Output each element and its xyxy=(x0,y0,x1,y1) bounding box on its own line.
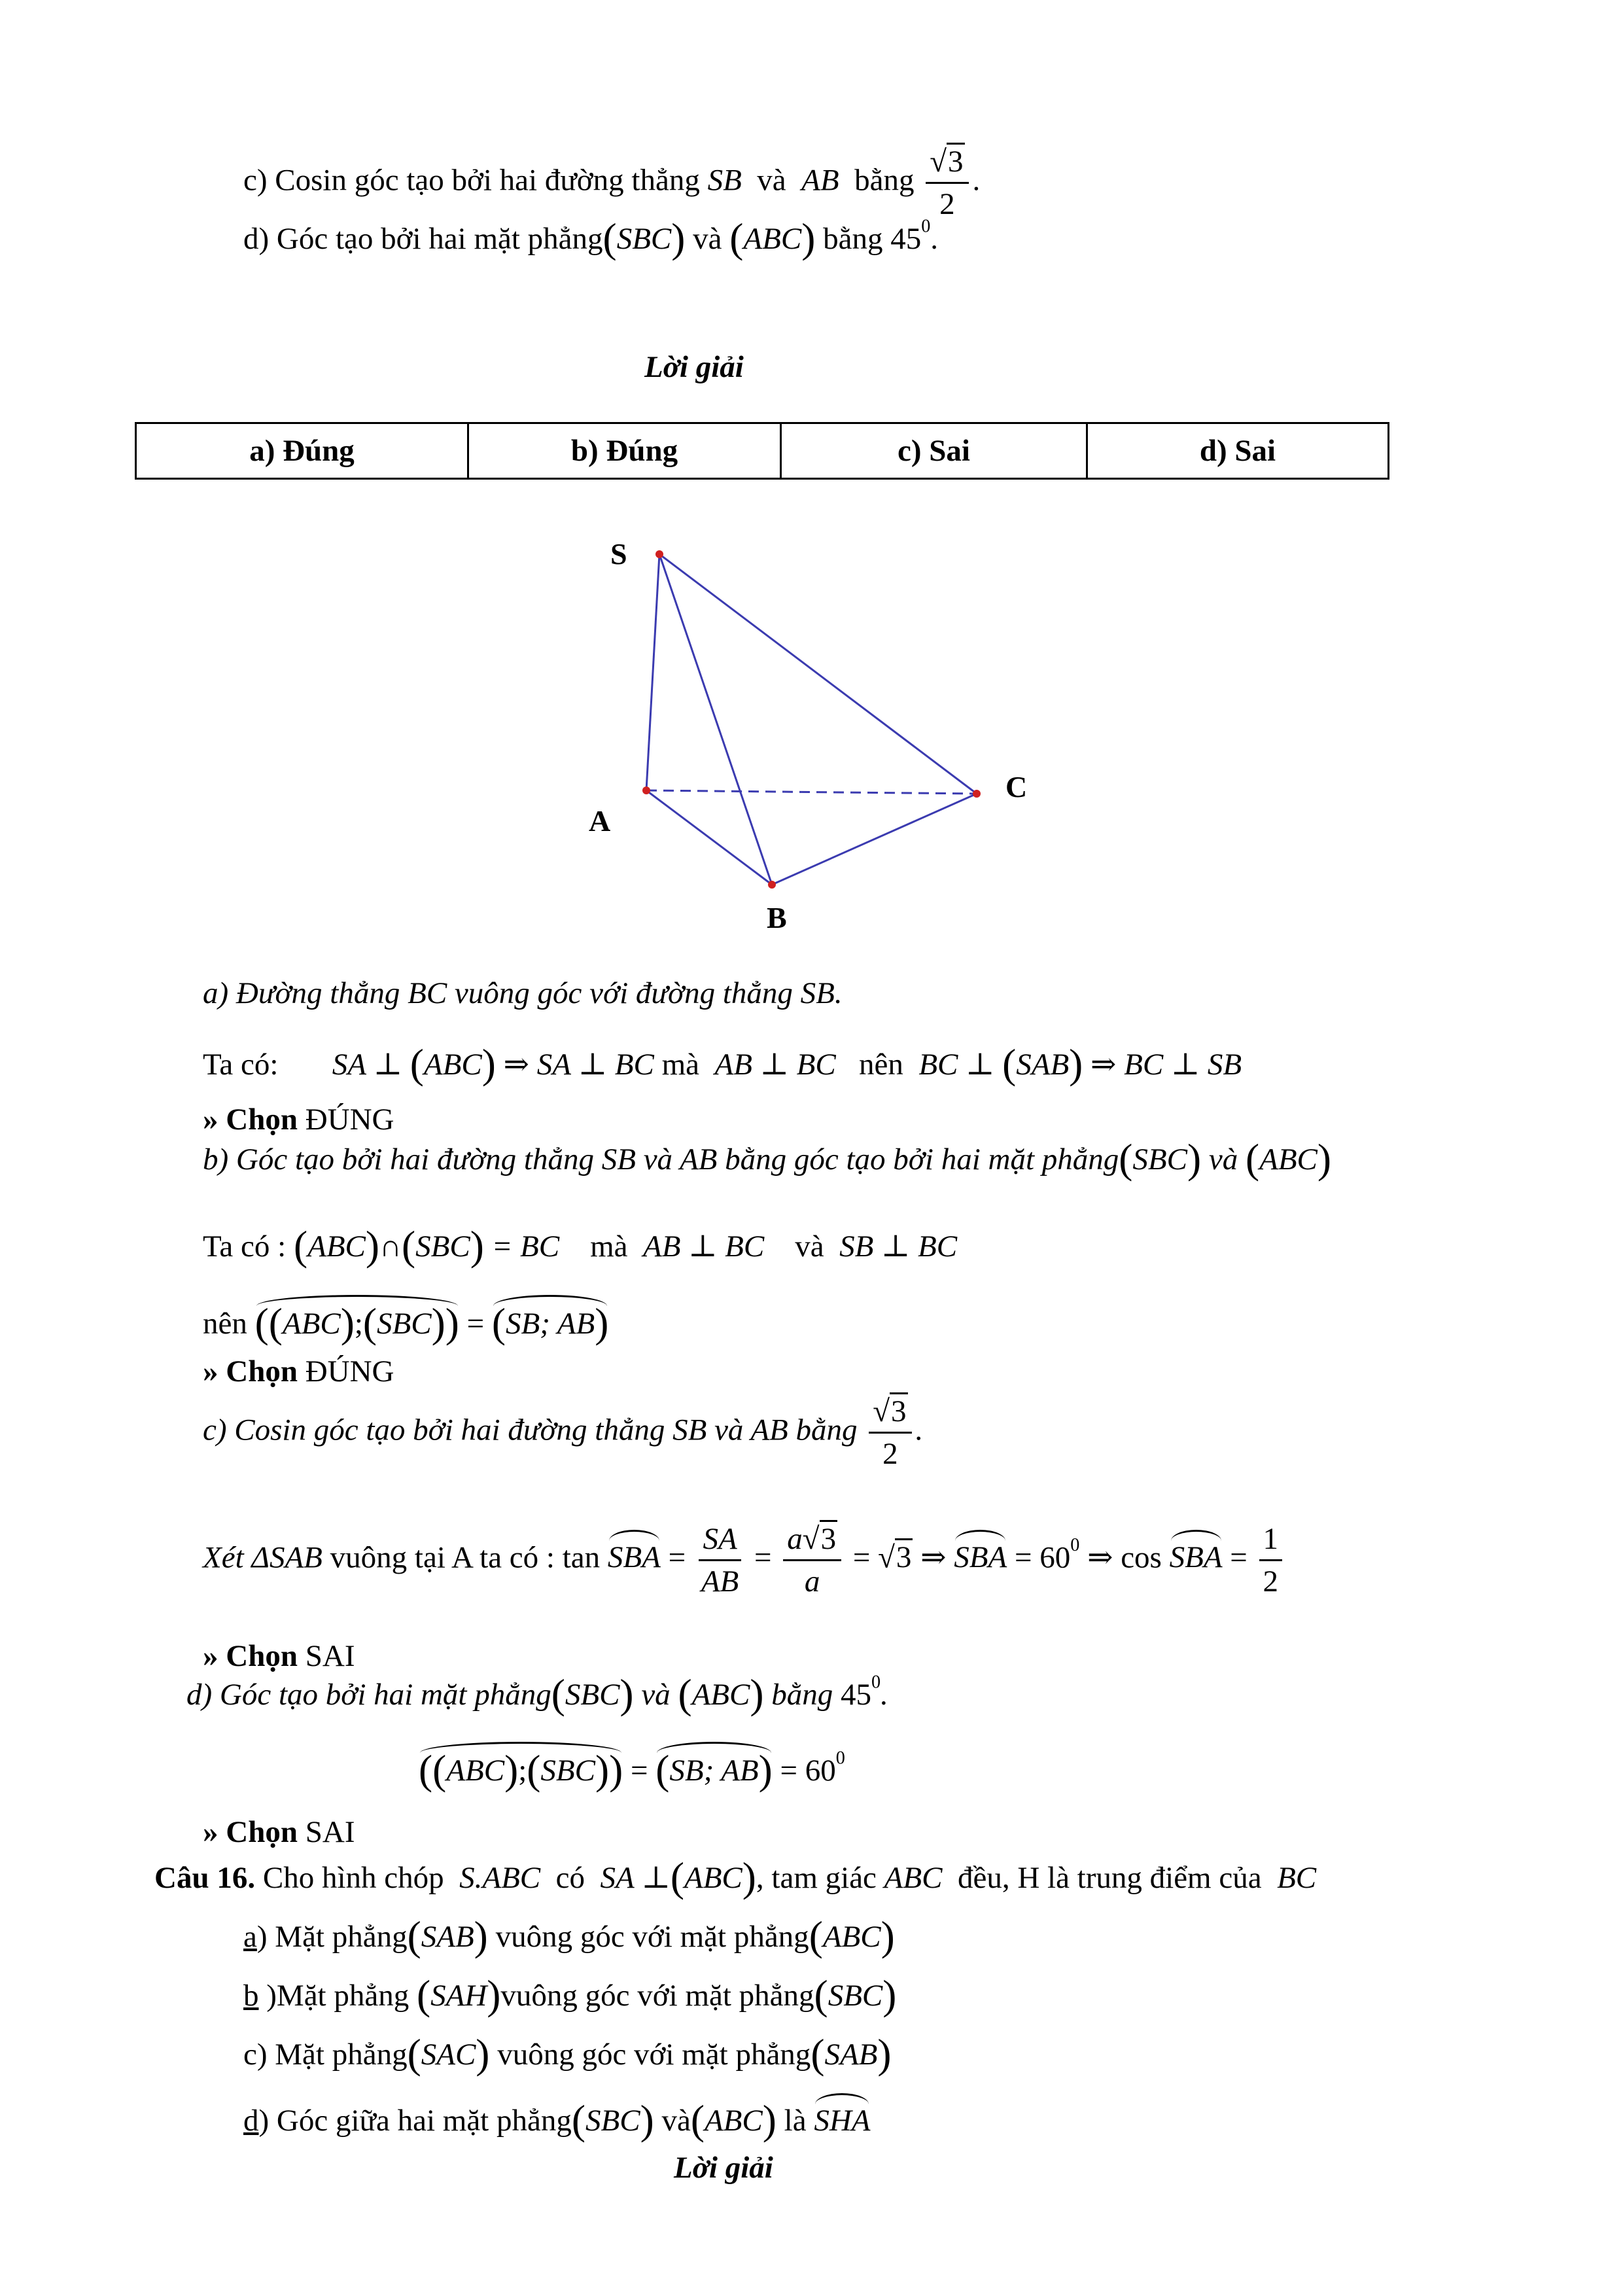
edge-sc xyxy=(659,554,977,794)
label-c: C xyxy=(1005,770,1028,804)
edge-ab xyxy=(646,790,772,885)
sol-b-statement: b) Góc tạo bởi hai đường thẳng SB và AB bằng góc tạo bởi hai mặt phẳng(SBC) và (ABC) xyxy=(203,1135,1332,1182)
answer-b: b) Đúng xyxy=(468,423,781,479)
edge-sb xyxy=(659,554,772,885)
vertex-a xyxy=(642,786,650,794)
sol-b-conclusion: nên ((ABC);(SBC)) = (SB; AB) xyxy=(203,1299,609,1346)
edge-ac xyxy=(646,790,977,794)
label-s: S xyxy=(610,537,627,571)
q15-statement-c: c) Cosin góc tạo bởi hai đường thẳng SB và AB bằng $\frac{√3}{2}$ . xyxy=(243,144,980,222)
sol-c-choice: » Chọn SAI xyxy=(203,1639,355,1673)
q16-statement-b: b )Mặt phẳng (SAH)vuông góc với mặt phẳng(SBC) xyxy=(243,1971,897,2018)
q16-statement-d: d) Góc giữa hai mặt phẳng(SBC) và(ABC) là SHA xyxy=(243,2096,871,2144)
sol-c-statement: c) Cosin góc tạo bởi hai đường thẳng SB và AB bằng $\frac{√3}{2}$ . xyxy=(203,1394,923,1472)
vertex-b xyxy=(768,881,776,889)
pyramid-figure xyxy=(0,0,1623,981)
label-a: A xyxy=(589,804,611,838)
sol-b-choice: » Chọn ĐÚNG xyxy=(203,1354,394,1388)
fraction-sqrt3-over-2: $\frac{√3}{2}$ xyxy=(926,144,968,222)
sol-d-choice: » Chọn SAI xyxy=(203,1815,355,1849)
q16-statement-c: c) Mặt phẳng(SAC) vuông góc với mặt phẳng(SAB) xyxy=(243,2030,892,2077)
vertex-c xyxy=(973,790,981,798)
q16-solution-title: Lời giải xyxy=(674,2151,773,2185)
q15-statement-d: d) Góc tạo bởi hai mặt phẳng(SBC) và (ABC) bằng $45^0$. xyxy=(243,215,939,261)
answer-d: d) Sai xyxy=(1087,423,1389,479)
q16-header: Câu 16. Cho hình chóp S.ABC có SA ⊥(ABC), tam giác ABC đều, H là trung điểm của BC xyxy=(154,1854,1317,1900)
solution-title: Lời giải xyxy=(644,350,744,384)
sol-c-computation: Xét ΔSAB vuông tại A ta có : tan SBA = $\frac{SA}{AB}$ = $\frac{a√3}{a}$ = √3 ⇒ SBA = $60^0$ ⇒ cos SBA = $\frac{1}{2}$ xyxy=(203,1521,1286,1599)
sol-d-equation: ((ABC);(SBC)) = (SB; $AB) = 60^0$ xyxy=(419,1746,845,1793)
edge-bc xyxy=(772,794,977,885)
sol-b-reasoning: Ta có : (ABC)∩(SBC) = BC mà AB ⊥ BC và SB ⊥ BC xyxy=(203,1222,958,1269)
q16-statement-a: a) Mặt phẳng(SAB) vuông góc với mặt phẳng(ABC) xyxy=(243,1913,895,1959)
vertex-s xyxy=(655,550,663,558)
sol-a-choice: » Chọn ĐÚNG xyxy=(203,1103,394,1137)
sol-a-statement: a) Đường thẳng BC vuông góc với đường thẳng SB. xyxy=(203,976,843,1010)
label-b: B xyxy=(767,901,787,934)
answer-c: c) Sai xyxy=(781,423,1087,479)
edge-sa xyxy=(646,554,659,790)
sol-d-statement: d) Góc tạo bởi hai mặt phẳng(SBC) và (ABC) bằng $45^0$. xyxy=(186,1670,888,1717)
answer-a: a) Đúng xyxy=(136,423,468,479)
sol-a-reasoning: Ta có: SA ⊥ (ABC) ⇒ SA ⊥ BC mà AB ⊥ BC nên BC ⊥ (SAB) ⇒ BC ⊥ SB xyxy=(203,1040,1242,1087)
